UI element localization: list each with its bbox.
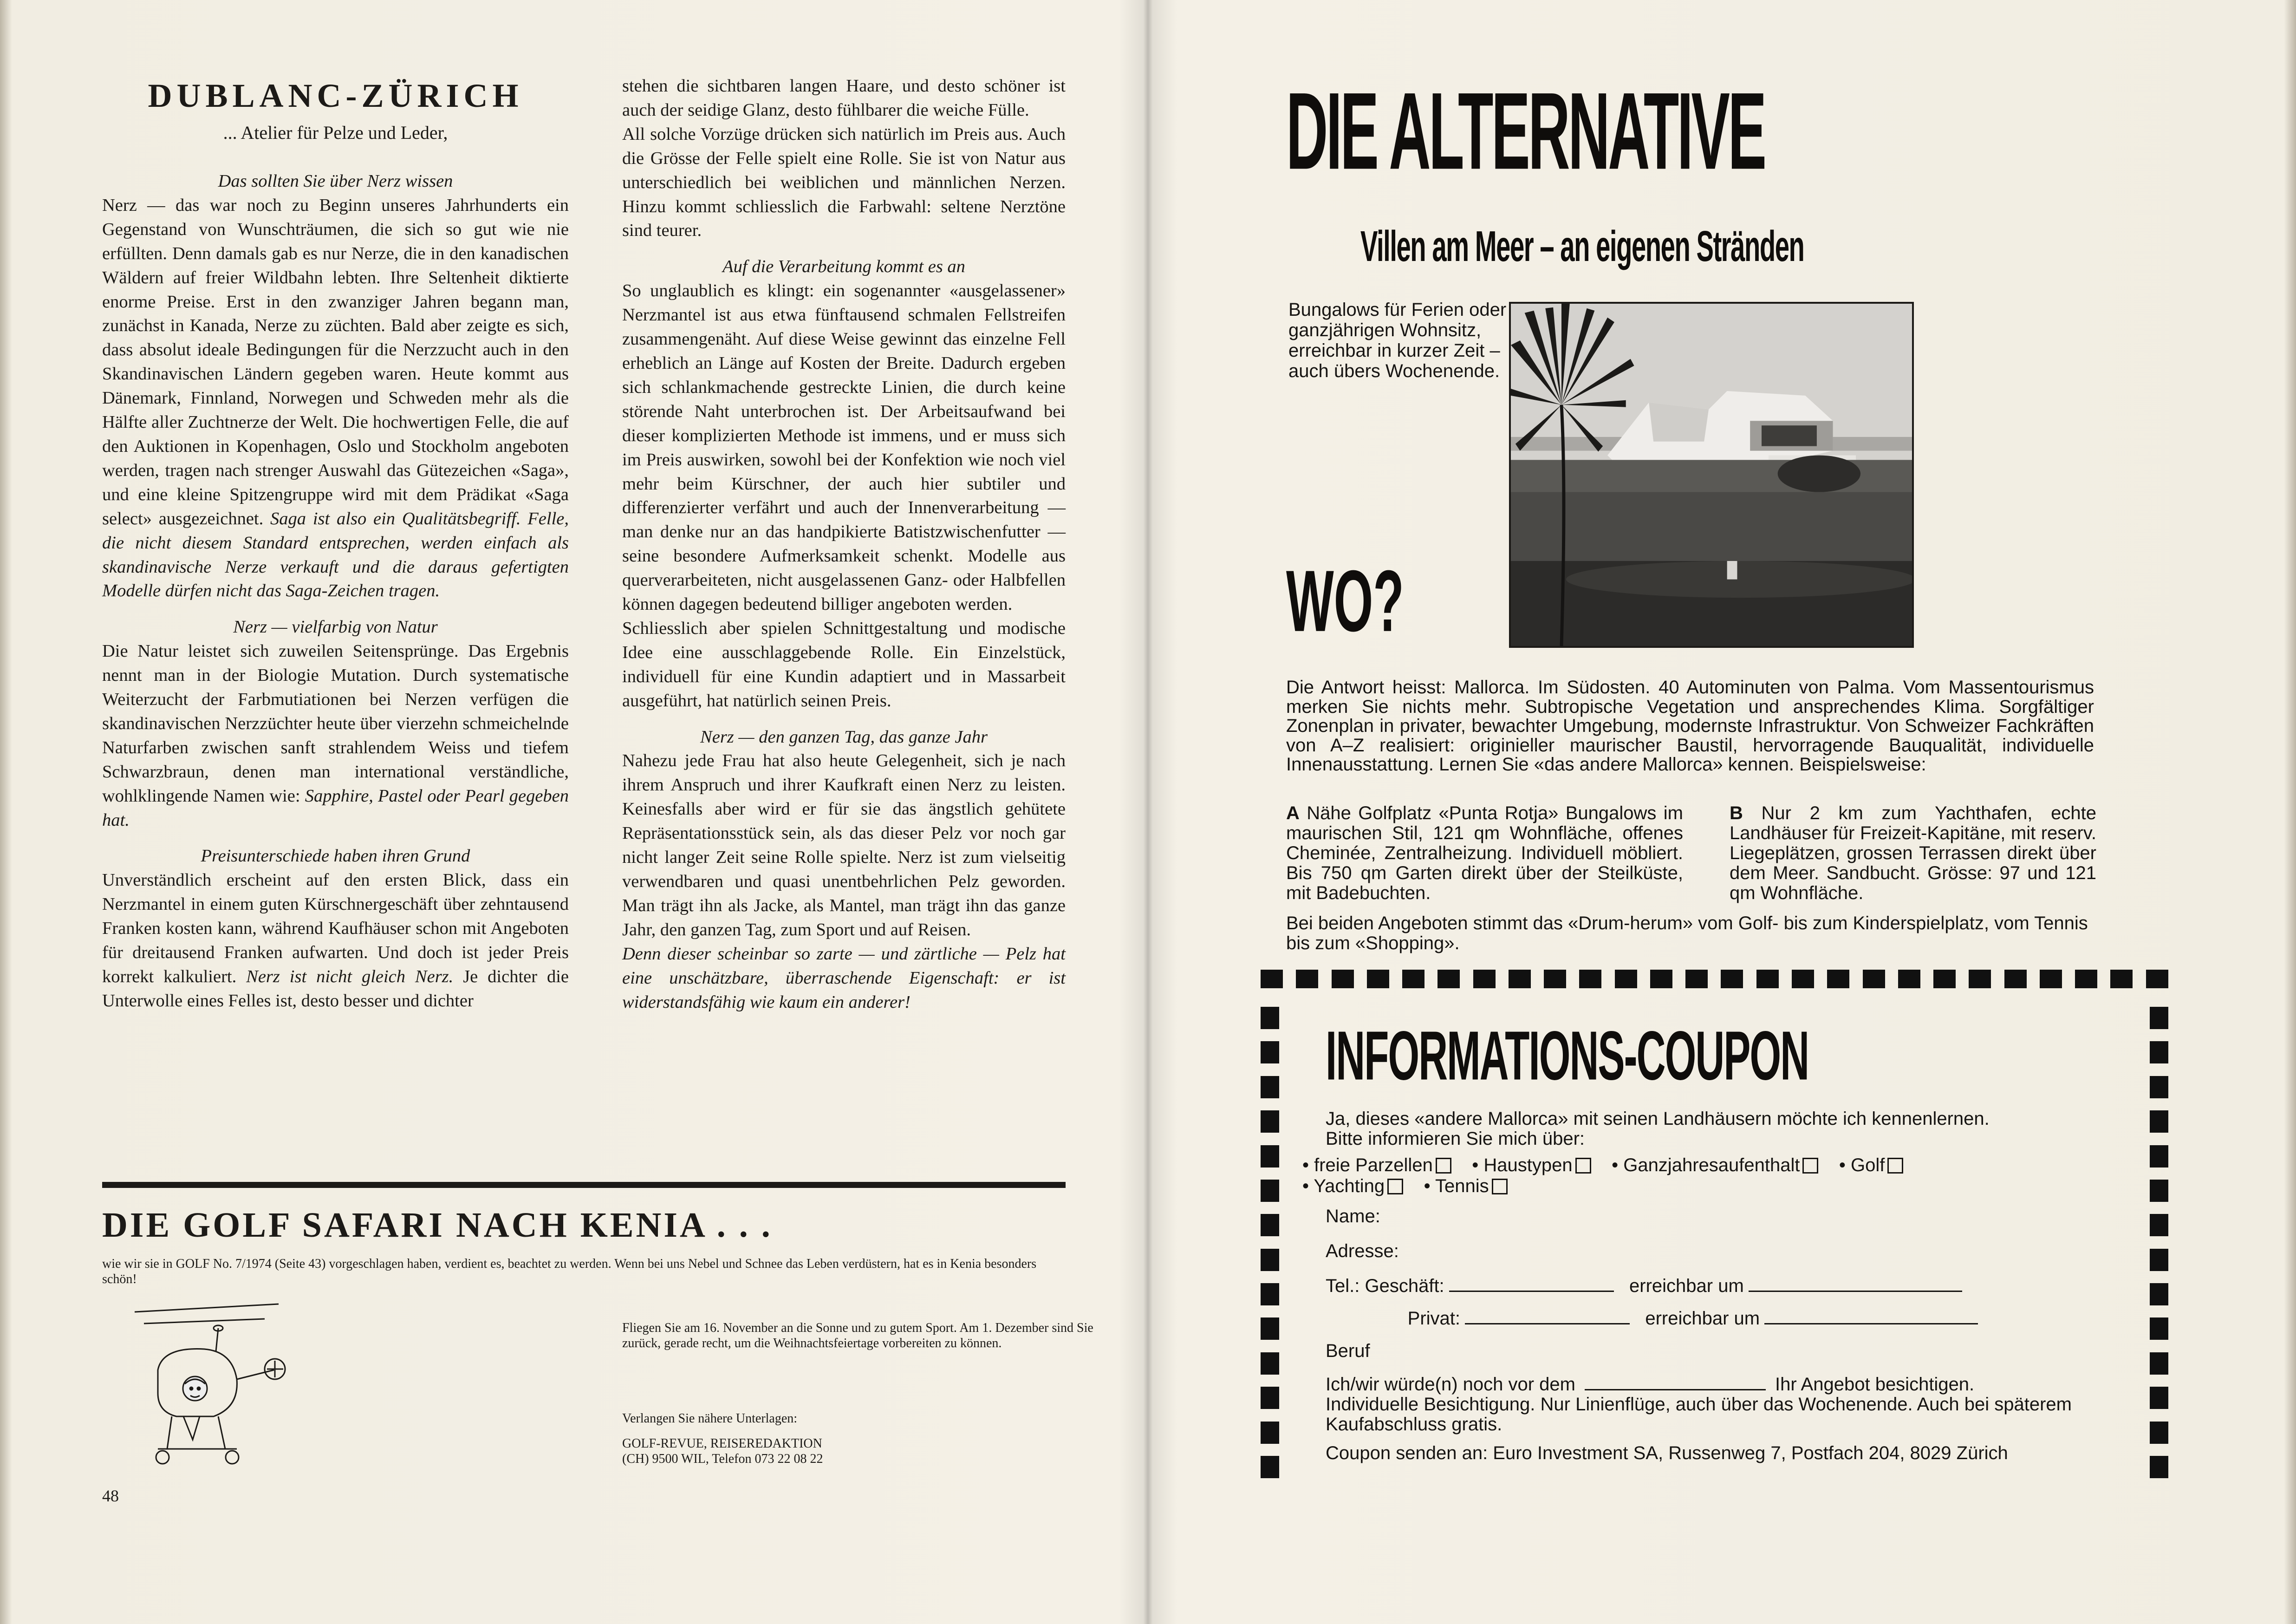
dublanc-subtitle: ... Atelier für Pelze und Leder, <box>223 122 448 143</box>
coupon-border-dash <box>1261 1317 1279 1340</box>
paragraph: Die Natur leistet sich zuweilen Seitensprünge. Das Ergebnis nennt man in der Biologie Mutation. Durch systematische Weiterzucht der Farbmutiationen bei Nerzen verfügen die skandinavischen Nerzzüchter heute über vierzehn schmeichelnde Naturfarben zwischen sanft strahlendem Weiss und tiefem Schwarzbraun, denen man international verständliche, wohlklingende Namen wie: Sapphire, Pastel oder Pearl gegeben hat. <box>102 641 569 830</box>
visit-date-field[interactable]: Ich/wir würde(n) noch vor dem Ihr Angebot besichtigen. <box>1326 1374 1975 1395</box>
wo-headline: WO? <box>1286 552 1404 650</box>
coupon-border-dash <box>1650 970 1672 988</box>
coupon-border-dash <box>1863 970 1885 988</box>
phone-private-field[interactable]: Privat: erreichbar um <box>1326 1309 1978 1329</box>
golf-safari-title: DIE GOLF SAFARI NACH KENIA . . . <box>102 1206 773 1245</box>
option-tennis[interactable]: • Tennis <box>1424 1176 1508 1196</box>
checkbox[interactable] <box>1575 1158 1591 1174</box>
coupon-border-dash <box>1579 970 1601 988</box>
phone-business-field[interactable]: Tel.: Geschäft: erreichbar um <box>1326 1276 1962 1296</box>
offer-letter: B <box>1730 803 1743 823</box>
coupon-border-dash <box>1261 1456 1279 1478</box>
address-line: (CH) 9500 WIL, Telefon 073 22 08 22 <box>622 1452 823 1466</box>
information-coupon[interactable] <box>1261 970 2168 1478</box>
paragraph: Unverständlich erscheint auf den ersten Blick, dass ein Nerzmantel in einem guten Kürschnergeschäft über zehntausend Franken kosten kann, während Kaufhäuser schon mit Angeboten für dreitausend Franken aufwarten. Und doch ist jeder Preis korrekt kalkuliert. Nerz ist nicht gleich Nerz. Je dichter die Unterwolle eines Felles ist, desto besser und dichter <box>102 870 569 1011</box>
checkbox[interactable] <box>1387 1179 1403 1194</box>
golf-safari-intro: wie wir sie in GOLF No. 7/1974 (Seite 43) vorgeschlagen haben, verdient es, beachtet zu werden. Wenn bei uns Nebel und Schnee das Leben verdüstern, hat es in Kenia besonders schön! <box>102 1257 1037 1286</box>
coupon-border-dash <box>1261 1076 1279 1098</box>
name-field[interactable]: Name: <box>1326 1206 1380 1226</box>
checkbox[interactable] <box>1492 1179 1508 1194</box>
page-number: 48 <box>102 1487 119 1505</box>
coupon-note: Individuelle Besichtigung. Nur Linienflüge, auch über das Wochenende. Auch bei späterem Kaufabschluss gratis. <box>1326 1394 2072 1435</box>
coupon-border-dash <box>1792 970 1814 988</box>
coupon-border-dash <box>1509 970 1531 988</box>
coupon-border-dash <box>1756 970 1779 988</box>
coupon-border-dash <box>1544 970 1566 988</box>
coupon-border-dash <box>2150 1317 2168 1340</box>
offer-b <box>1730 803 2096 903</box>
coupon-border-dash <box>2150 1076 2168 1098</box>
article-column-1 <box>102 170 569 1013</box>
coupon-intro: Ja, dieses «andere Mallorca» mit seinen Landhäusern möchte ich kennenlernen. <box>1326 1109 1990 1129</box>
bungalows-text: Bungalows für Ferien oder ganzjährigen Wohnsitz, erreichbar in kurzer Zeit – auch übers Wochenende. <box>1288 300 1507 381</box>
coupon-border-dash <box>1473 970 1496 988</box>
section-divider <box>102 1182 1066 1188</box>
paragraph: Nahezu jede Frau hat also heute Gelegenheit, sich je nach ihrem Anspruch und ihrer Kaufkraft einen Nerz zu leisten. Keinesfalls aber wird er für sie das ängstlich gehütete Repräsentationsstück sein, als das dieser Pelz vor noch gar nicht langer Zeit seine Rolle spielte. Nerz ist zum vielseitig verwendbaren und quasi unentbehrlichen Pelz geworden. Man trägt ihn als Jacke, als Mantel, man trägt ihn das ganze Jahr, den ganzen Tag, zum Sport und auf Reisen. <box>622 751 1066 939</box>
coupon-border-dash <box>2110 970 2133 988</box>
coupon-border-dash <box>1615 970 1637 988</box>
subheading: Das sollten Sie über Nerz wissen <box>218 171 453 191</box>
coupon-border-dash <box>2075 970 2097 988</box>
paragraph: So unglaublich es klingt: ein sogenannter «ausgelassener» Nerzmantel ist aus etwa fünftausend schmalen Fellstreifen zusammengenäht. Auf diese Weise gewinnt das einzelne Fell erheblich an Länge auf Kosten der Breite. Dadurch ergeben sich schlankmachende gestreckte Linien, die durch keine störende Naht unterbrochen ist. Der Arbeitsaufwand bei dieser komplizierten Methode ist immens, und er muss sich im Preis auswirken, sowohl bei der Konfektion wie noch viel mehr beim Kürschner, der auch hier subtiler und differenzierter verfährt und auch der Innenverarbeitung — man denke nur an das handpikierte Batistzwischenfutter — seine besondere Aufmerksamkeit schenkt. Modelle aus querverarbeiteten, nicht ausgelassenen Ganz- oder Halbfellen können dagegen bedeutend billiger angeboten werden. <box>622 281 1066 614</box>
coupon-border-dash <box>1367 970 1389 988</box>
coupon-intro: Bitte informieren Sie mich über: <box>1326 1128 1585 1149</box>
coupon-border-dash <box>2150 1283 2168 1305</box>
option-yachting[interactable]: • Yachting <box>1302 1176 1403 1196</box>
coupon-border-dash <box>1261 1214 1279 1236</box>
coupon-border-dash <box>1261 1422 1279 1444</box>
coupon-border-dash <box>1261 1110 1279 1133</box>
coupon-border-dash <box>1261 1249 1279 1271</box>
coupon-border-dash <box>1261 970 1283 988</box>
coupon-options-row-1 <box>1302 1155 1903 1175</box>
coupon-border-dash <box>2150 1422 2168 1444</box>
option-ganzjahres[interactable]: • Ganzjahresaufenthalt <box>1612 1155 1818 1175</box>
golf-safari-text: Fliegen Sie am 16. November an die Sonne und zu gutem Sport. Am 1. Dezember sind Sie zurück, gerade recht, um die Weihnachtsfeiertage vorbereiten zu können. <box>622 1321 1093 1350</box>
coupon-border-left <box>1261 1007 1279 1478</box>
coupon-border-dash <box>1261 1283 1279 1305</box>
coupon-send-to: Coupon senden an: Euro Investment SA, Russenweg 7, Postfach 204, 8029 Zürich <box>1326 1443 2008 1463</box>
coupon-border-dash <box>2150 1110 2168 1133</box>
both-offers-text: Bei beiden Angeboten stimmt das «Drum-herum» vom Golf- bis zum Kinderspielplatz, vom Tennis bis zum «Shopping». <box>1286 913 2088 953</box>
coupon-title: INFORMATIONS-COUPON <box>1326 1017 1809 1095</box>
coupon-border-dash <box>1721 970 1743 988</box>
coupon-border-dash <box>2150 1145 2168 1167</box>
coupon-border-dash <box>2150 1180 2168 1202</box>
paragraph-italic: Denn dieser scheinbar so zarte — und zärtliche — Pelz hat eine unschätzbare, überraschende Eigenschaft: er ist widerstandsfähig wie kaum ein anderer! <box>622 944 1066 1012</box>
answer-text: Die Antwort heisst: Mallorca. Im Südosten. 40 Autominuten von Palma. Vom Massentourismus merken Sie nichts mehr. Subtropische Vegetation und ansprechendes Klima. Sorgfältiger Zonenplan in privater, bewachter Umgebung, modernste Infrastruktur. Von Schweizer Fachkräften von A–Z realisiert: originieller maurischer Baustil, hervorragende Bauqualität, individuelle Innenausstattung. Lernen Sie «das andere Mallorca» kennen. Beispielsweise: <box>1286 677 2094 775</box>
coupon-border-dash <box>2150 1387 2168 1409</box>
offer-text: Nur 2 km zum Yachthafen, echte Landhäuser für Freizeit-Kapitäne, mit reserv. Liegeplätzen, grossen Terrassen direkt über dem Meer. Sandbucht. Grösse: 97 und 121 qm Wohnfläche. <box>1730 803 2096 903</box>
coupon-border-dash <box>2150 1041 2168 1063</box>
offer-a <box>1286 803 1683 903</box>
subheading: Nerz — vielfarbig von Natur <box>233 617 438 637</box>
coupon-border-dash <box>2150 1352 2168 1375</box>
coupon-border-dash <box>2004 970 2027 988</box>
offer-letter: A <box>1286 803 1300 823</box>
subheading: Auf die Verarbeitung kommt es an <box>722 257 965 277</box>
coupon-border-dash <box>1261 1352 1279 1375</box>
coupon-border-dash <box>1827 970 1849 988</box>
option-parzellen[interactable]: • freie Parzellen <box>1302 1155 1451 1175</box>
option-golf[interactable]: • Golf <box>1839 1155 1903 1175</box>
offer-text: Nähe Golfplatz «Punta Rotja» Bungalows im maurischen Stil, 121 qm Wohnfläche, offenes Cheminée, Zentralheizung. Individuell möbliert. Bis 750 qm Garten direkt über der Steilküste, mit Badebuchten. <box>1286 803 1683 903</box>
coupon-border-dash <box>1261 1387 1279 1409</box>
paragraph: stehen die sichtbaren langen Haare, und desto schöner ist auch der seidige Glanz, desto fühlbarer die weiche Fülle. <box>622 76 1066 120</box>
job-field[interactable]: Beruf <box>1326 1341 1370 1361</box>
coupon-border-dash <box>2150 1456 2168 1478</box>
coupon-border-dash <box>1437 970 1460 988</box>
golf-safari-request: Verlangen Sie nähere Unterlagen: <box>622 1411 798 1426</box>
article-column-2 <box>622 74 1066 1014</box>
coupon-border-dash <box>1261 1041 1279 1063</box>
coupon-border-dash <box>1933 970 1956 988</box>
subheading: Nerz — den ganzen Tag, das ganze Jahr <box>700 727 988 747</box>
golf-safari-address <box>622 1436 823 1467</box>
coupon-border-dash <box>1261 1007 1279 1029</box>
checkbox[interactable] <box>1802 1158 1818 1174</box>
option-haustypen[interactable]: • Haustypen <box>1472 1155 1591 1175</box>
coupon-border-dash <box>2150 1007 2168 1029</box>
coupon-border-dash <box>1898 970 1920 988</box>
coupon-border-dash <box>2150 1249 2168 1271</box>
coupon-border-dash <box>1332 970 1354 988</box>
paragraph: Schliesslich aber spielen Schnittgestaltung und modische Idee eine ausschlaggebende Rolle. Ein Einzelstück, individuell für eine Kundin adaptiert und in Massarbeit ausgeführt, hat natürlich seinen Preis. <box>622 618 1066 711</box>
helicopter-illustration <box>125 1300 288 1477</box>
spine-shadow <box>1119 0 1177 1624</box>
coupon-border-dash <box>2150 1214 2168 1236</box>
dublanc-title: DUBLANC-ZÜRICH <box>148 77 523 114</box>
paragraph: All solche Vorzüge drücken sich natürlich im Preis aus. Auch die Grösse der Felle spielt eine Rolle. Sie ist von Natur aus unterschiedlich bei weiblichen und männlichen Nerzen. Hinzu kommt schliesslich die Farbwahl: seltene Nerztöne sind teurer. <box>622 124 1066 241</box>
coupon-border-dash <box>2146 970 2168 988</box>
coupon-border-dash <box>1969 970 1991 988</box>
coupon-border-top <box>1261 970 2168 988</box>
villa-photo <box>1509 302 1914 648</box>
checkbox[interactable] <box>1887 1158 1903 1174</box>
checkbox[interactable] <box>1436 1158 1451 1174</box>
subheading: Preisunterschiede haben ihren Grund <box>201 846 470 866</box>
coupon-border-dash <box>1261 1180 1279 1202</box>
paragraph: Nerz — das war noch zu Beginn unseres Jahrhunderts ein Gegenstand von Wunschträumen, die sich so gut wie nie erfüllten. Denn damals gab es nur Nerze, die in den kanadischen Wäldern auf freier Wildbahn lebten. Ihre Seltenheit diktierte enorme Preise. Erst in den zwanziger Jahren begann man, zunächst in Kanada, Nerze zu züchten. Bald aber zeigte es sich, dass absolut ideale Bedingungen für die Nerzzucht auch in den Skandinavischen Ländern gegeben waren. Heute kommt aus Dänemark, Finnland, Norwegen und Schweden mehr als die Hälfte aller Zuchtnerze der Welt. Die hochwertigen Felle, die auf den Auktionen in Kopenhagen, Oslo und Stockholm angeboten werden, tragen nach strenger Auswahl das Gütezeichen «Saga», und eine kleine Spitzengruppe wird mit dem Prädikat «Saga select» ausgezeichnet. Saga ist also ein Qualitätsbegriff. Felle, die nicht diesem Standard entsprechen, werden einfach als skandinavische Nerze verkauft und die daraus gefertigten Modelle dürfen nicht das Saga-Zeichen tragen. <box>102 195 569 601</box>
address-line: GOLF-REVUE, REISEREDAKTION <box>622 1436 822 1451</box>
coupon-border-dash <box>1296 970 1318 988</box>
coupon-options-row-2 <box>1302 1176 1508 1196</box>
address-field[interactable]: Adresse: <box>1326 1241 1399 1261</box>
ad-subheadline: Villen am Meer – an eigenen Stränden <box>1360 222 1804 271</box>
coupon-border-dash <box>1261 1145 1279 1167</box>
ad-headline: DIE ALTERNATIVE <box>1286 70 1765 193</box>
coupon-border-dash <box>1402 970 1424 988</box>
coupon-border-dash <box>1685 970 1708 988</box>
coupon-border-dash <box>2040 970 2062 988</box>
coupon-border-right <box>2150 1007 2168 1478</box>
